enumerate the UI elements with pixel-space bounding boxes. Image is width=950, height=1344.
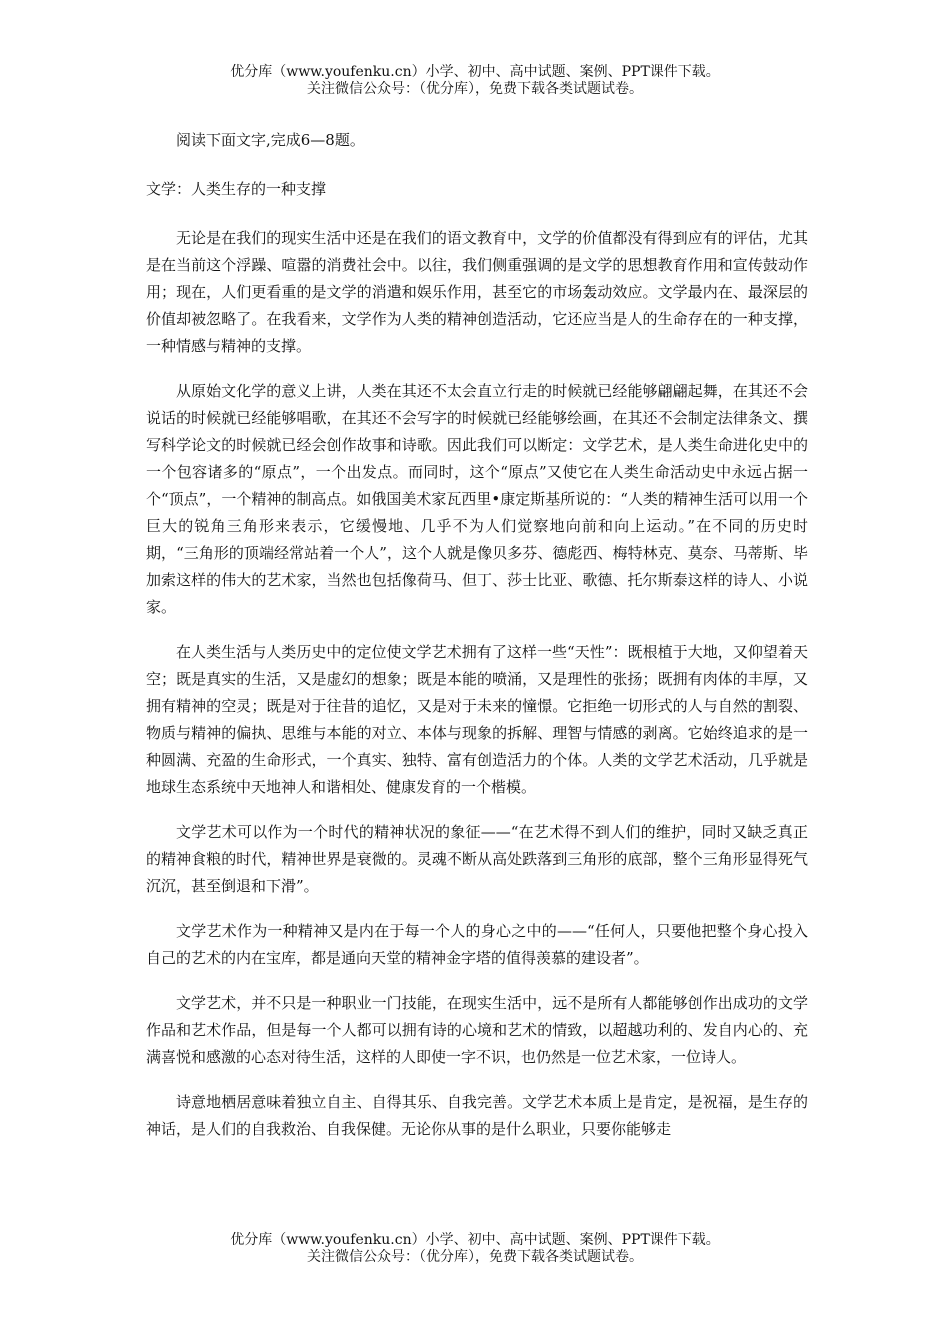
reading-instruction: 阅读下面文字,完成6—8题。 — [176, 131, 365, 149]
article-paragraph: 无论是在我们的现实生活中还是在我们的语文教育中，文学的价值都没有得到应有的评估，尤其是在当前这个浮躁、喧嚣的消费社会中。以往，我们侧重强调的是文学的思想教育作用和宣传鼓动作用；现在，人们更看重的是文学的消遣和娱乐作用，甚至它的市场轰动效应。文学最内在、最深层的价值却被忽略了。在我看来，文学作为人类的精神创造活动，它还应当是人的生命存在的一种支撑，一种情感与精神的支撑。 — [146, 229, 808, 355]
article-paragraph: 文学艺术作为一种精神又是内在于每一个人的身心之中的——“任何人，只要他把整个身心投入自己的艺术的内在宝库，都是通向天堂的精神金字塔的值得羡慕的建设者”。 — [146, 922, 808, 967]
header-line-2: 关注微信公众号：（优分库），免费下载各类试题试卷。 — [307, 81, 643, 97]
article-paragraph: 诗意地栖居意味着独立自主、自得其乐、自我完善。文学艺术本质上是肯定，是祝福，是生存的神话，是人们的自我救治、自我保健。无论你从事的是什么职业，只要你能够走 — [146, 1093, 808, 1138]
article-paragraph: 文学艺术可以作为一个时代的精神状况的象征——“在艺术得不到人们的维护，同时又缺乏真正的精神食粮的时代，精神世界是衰微的。灵魂不断从高处跌落到三角形的底部，整个三角形显得死气沉沉，甚至倒退和下滑”。 — [146, 823, 808, 895]
article-paragraph: 文学艺术，并不只是一种职业一门技能，在现实生活中，远不是所有人都能够创作出成功的文学作品和艺术作品，但是每一个人都可以拥有诗的心境和艺术的情致，以超越功利的、发自内心的、充满喜悦和感激的心态对待生活，这样的人即使一字不识，也仍然是一位艺术家，一位诗人。 — [146, 994, 808, 1066]
header-line-1: 优分库（www.youfenku.cn）小学、初中、高中试题、案例、PPT课件下载。 — [230, 64, 720, 80]
article-paragraph: 在人类生活与人类历史中的定位使文学艺术拥有了这样一些“天性”：既根植于大地，又仰望着天空；既是真实的生活，又是虚幻的想象；既是本能的喷涌，又是理性的张扬；既拥有肉体的丰厚，又拥有精神的空灵；既是对于往昔的追忆，又是对于未来的憧憬。它拒绝一切形式的人与自然的割裂、物质与精神的偏执、思维与本能的对立、本体与现象的拆解、理智与情感的剥离。它始终追求的是一种圆满、充盈的生命形式，一个真实、独特、富有创造活力的个体。人类的文学艺术活动，几乎就是地球生态系统中天地神人和谐相处、健康发育的一个楷模。 — [146, 643, 808, 796]
footer-line-2: 关注微信公众号：（优分库），免费下载各类试题试卷。 — [307, 1249, 643, 1265]
page-footer — [0, 1232, 950, 1266]
page-header — [0, 64, 950, 98]
article-paragraph: 从原始文化学的意义上讲，人类在其还不太会直立行走的时候就已经能够翩翩起舞，在其还不会说话的时候就已经能够唱歌，在其还不会写字的时候就已经能够绘画，在其还不会制定法律条文、撰写科学论文的时候就已经会创作故事和诗歌。因此我们可以断定：文学艺术，是人类生命进化史中的一个包容诸多的“原点”，一个出发点。而同时，这个“原点”又使它在人类生命活动史中永远占据一个“顶点”，一个精神的制高点。如俄国美术家瓦西里•康定斯基所说的：“人类的精神生活可以用一个巨大的锐角三角形来表示，它缓慢地、几乎不为人们觉察地向前和向上运动。”在不同的历史时期，“三角形的顶端经常站着一个人”，这个人就是像贝多芬、德彪西、梅特林克、莫奈、马蒂斯、毕加索这样的伟大的艺术家，当然也包括像荷马、但丁、莎士比亚、歌德、托尔斯泰这样的诗人、小说家。 — [146, 382, 808, 616]
footer-line-1: 优分库（www.youfenku.cn）小学、初中、高中试题、案例、PPT课件下载。 — [230, 1232, 720, 1248]
document-body — [146, 127, 808, 1161]
article-title: 文学：人类生存的一种支撑 — [146, 180, 327, 198]
